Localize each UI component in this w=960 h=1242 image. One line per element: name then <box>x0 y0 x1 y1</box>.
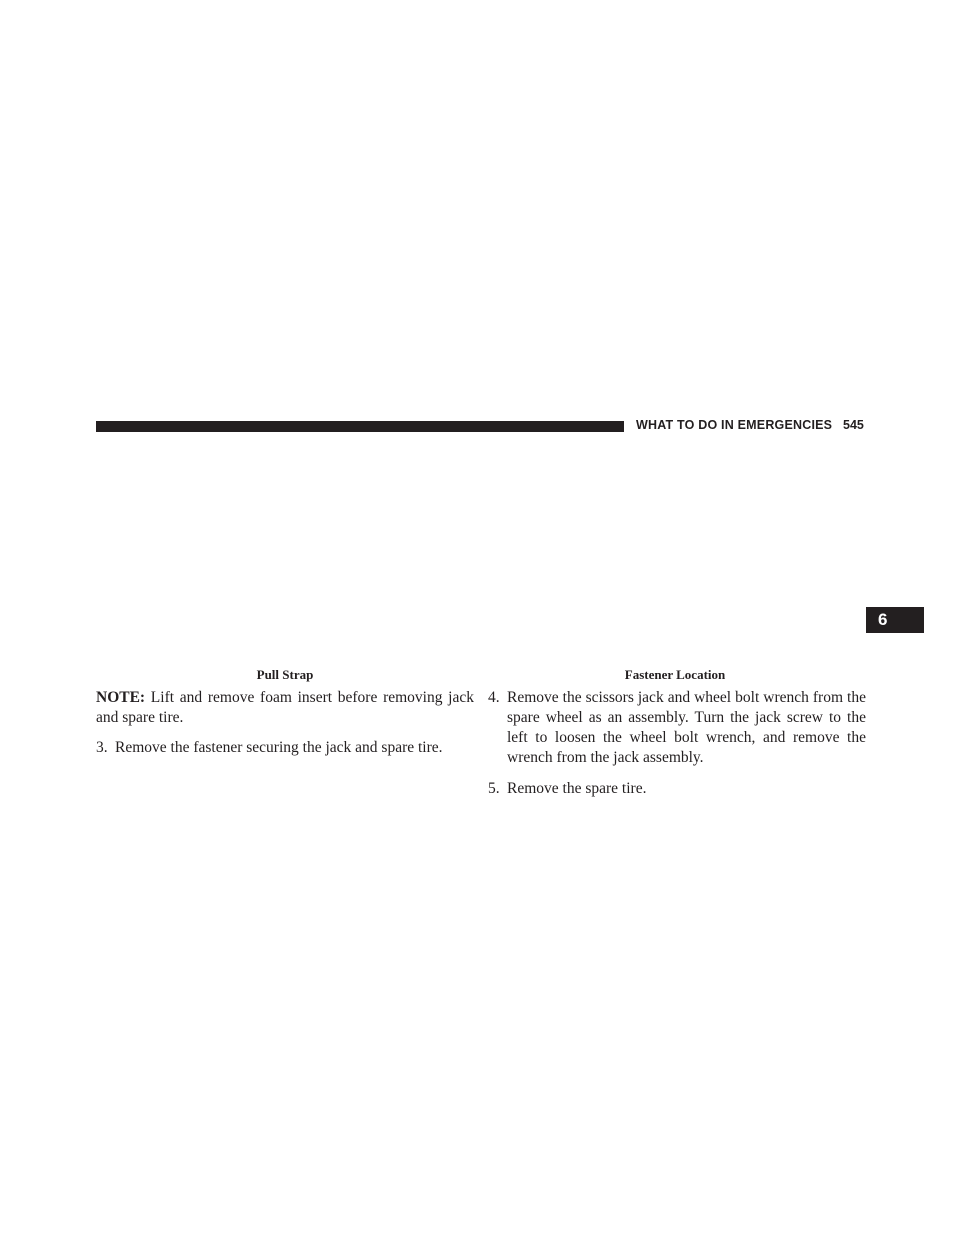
step-text: Remove the spare tire. <box>507 780 647 797</box>
right-column <box>488 688 866 810</box>
section-title: WHAT TO DO IN EMERGENCIES <box>636 418 833 432</box>
step-text: Remove the fastener securing the jack and spare tire. <box>115 739 443 756</box>
figure-fastener-location <box>486 460 864 660</box>
figure-caption-fastener-location: Fastener Location <box>624 667 726 682</box>
header-rule-end <box>598 421 624 432</box>
page-number: 545 <box>843 418 864 432</box>
step-5 <box>488 779 866 799</box>
figure-caption-pull-strap: Pull Strap <box>256 667 314 682</box>
step-3 <box>96 738 474 758</box>
note-label: NOTE: <box>96 689 146 706</box>
chapter-tab[interactable] <box>866 607 924 633</box>
left-column <box>96 688 474 769</box>
note-paragraph <box>96 688 474 728</box>
step-4 <box>488 688 866 768</box>
figure-pull-strap <box>96 460 474 660</box>
step-number: 4. <box>488 689 500 706</box>
chapter-tab-label: 6 <box>878 610 888 629</box>
note-text: Lift and remove foam insert before removing jack and spare tire. <box>96 689 474 726</box>
step-number: 3. <box>96 739 108 756</box>
step-number: 5. <box>488 780 500 797</box>
step-text: Remove the scissors jack and wheel bolt wrench from the spare wheel as an assembly. Turn the jack screw to the left to loosen the wheel bolt wrench, and remove the wrench from the jack assembly. <box>507 689 866 766</box>
header-rule <box>96 421 598 432</box>
